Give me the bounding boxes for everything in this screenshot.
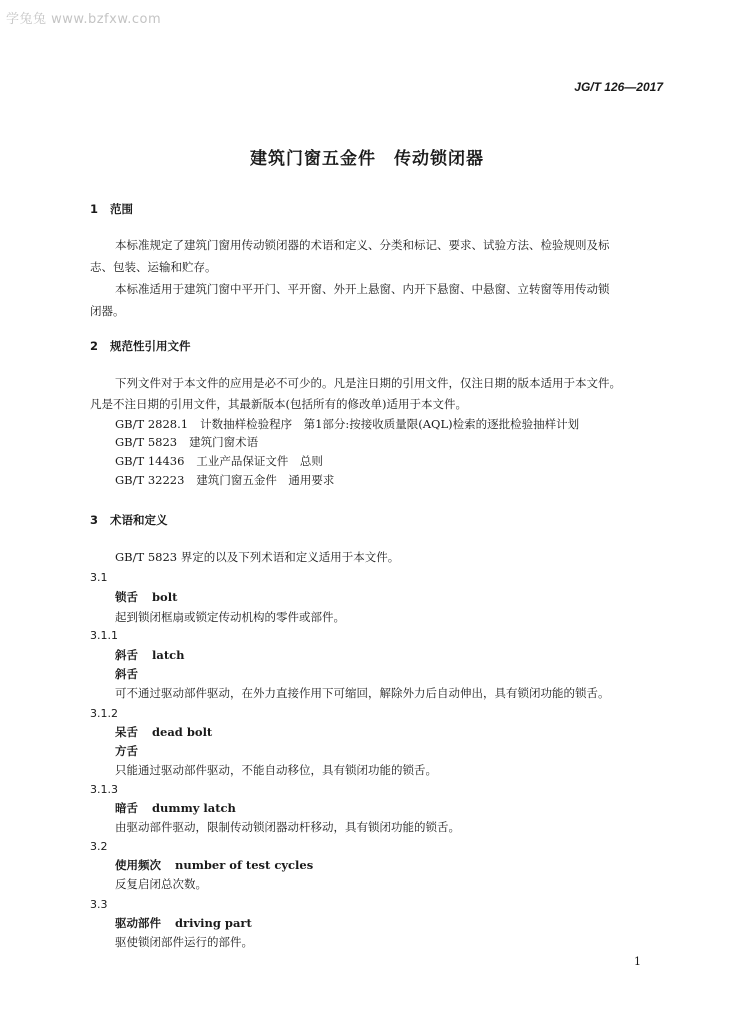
term-alternate: 斜舌 [115, 667, 138, 681]
term-number: 3.1.3 [90, 783, 118, 796]
reference-title: 建筑门窗五金件 通用要求 [196, 473, 335, 487]
term-english: latch [152, 648, 185, 662]
watermark-text: 学兔兔 www.bzfxw.com [6, 12, 162, 27]
section-title: 术语和定义 [110, 513, 168, 527]
paragraph-line: 本标准规定了建筑门窗用传动锁闭器的术语和定义、分类和标记、要求、试验方法、检验规则及标 [115, 238, 610, 252]
term-entry [115, 727, 212, 739]
section-title: 范围 [110, 202, 134, 216]
term-chinese: 暗舌 [115, 801, 138, 815]
term-entry [115, 650, 185, 662]
page-number: 1 [634, 955, 641, 968]
paragraph-line: 志、包装、运输和贮存。 [90, 260, 217, 274]
section-number: 2 [90, 339, 99, 353]
reference-code: GB/T 5823 [115, 435, 178, 449]
standard-code: JG/T 126—2017 [574, 80, 663, 94]
term-definition: 起到锁闭框扇或锁定传动机构的零件或部件。 [115, 610, 345, 624]
reference-item [115, 437, 258, 449]
reference-item [115, 456, 323, 468]
term-entry [115, 860, 313, 872]
section-2-heading [90, 341, 191, 353]
term-number: 3.2 [90, 840, 108, 853]
term-english: number of test cycles [175, 858, 314, 872]
paragraph-line: 本标准适用于建筑门窗中平开门、平开窗、外开上悬窗、内开下悬窗、中悬窗、立转窗等用传动锁 [115, 282, 610, 296]
term-chinese: 锁舌 [115, 590, 138, 604]
term-number: 3.3 [90, 898, 108, 911]
term-english: dead bolt [152, 725, 213, 739]
section-number: 1 [90, 202, 99, 216]
section-title: 规范性引用文件 [110, 339, 191, 353]
reference-code: GB/T 2828.1 [115, 417, 189, 431]
term-english: dummy latch [152, 801, 236, 815]
term-chinese: 斜舌 [115, 648, 138, 662]
reference-title: 计数抽样检验程序 第1部分:按接收质量限(AQL)检索的逐批检验抽样计划 [200, 417, 580, 431]
term-entry [115, 803, 236, 815]
reference-code: GB/T 14436 [115, 454, 185, 468]
term-number: 3.1.1 [90, 629, 118, 642]
term-chinese: 呆舌 [115, 725, 138, 739]
term-english: bolt [152, 590, 178, 604]
reference-title: 建筑门窗术语 [189, 435, 259, 449]
reference-item [115, 475, 334, 487]
term-chinese: 驱动部件 [115, 916, 161, 930]
term-definition: 驱使锁闭部件运行的部件。 [115, 935, 253, 949]
reference-item [115, 419, 579, 431]
section-1-heading [90, 204, 133, 216]
reference-code: GB/T 32223 [115, 473, 185, 487]
term-definition: 反复启闭总次数。 [115, 877, 207, 891]
section-number: 3 [90, 513, 99, 527]
reference-title: 工业产品保证文件 总则 [196, 454, 323, 468]
paragraph-line: 下列文件对于本文件的应用是必不可少的。凡是注日期的引用文件，仅注日期的版本适用于本文件。 [115, 376, 621, 390]
document-title: 建筑门窗五金件 传动锁闭器 [250, 149, 484, 169]
term-chinese: 使用频次 [115, 858, 161, 872]
section-3-heading [90, 515, 168, 527]
paragraph-line: GB/T 5823 界定的以及下列术语和定义适用于本文件。 [115, 550, 400, 564]
term-entry [115, 918, 252, 930]
paragraph-line: 闭器。 [90, 304, 125, 318]
term-definition: 可不通过驱动部件驱动，在外力直接作用下可缩回，解除外力后自动伸出，具有锁闭功能的锁舌。 [115, 686, 610, 700]
term-number: 3.1 [90, 571, 108, 584]
paragraph-line: 凡是不注日期的引用文件，其最新版本(包括所有的修改单)适用于本文件。 [90, 397, 467, 411]
term-english: driving part [175, 916, 252, 930]
term-number: 3.1.2 [90, 707, 118, 720]
term-alternate: 方舌 [115, 744, 138, 758]
term-definition: 只能通过驱动部件驱动，不能自动移位，具有锁闭功能的锁舌。 [115, 763, 437, 777]
term-definition: 由驱动部件驱动，限制传动锁闭器动杆移动，具有锁闭功能的锁舌。 [115, 820, 460, 834]
term-entry [115, 592, 177, 604]
